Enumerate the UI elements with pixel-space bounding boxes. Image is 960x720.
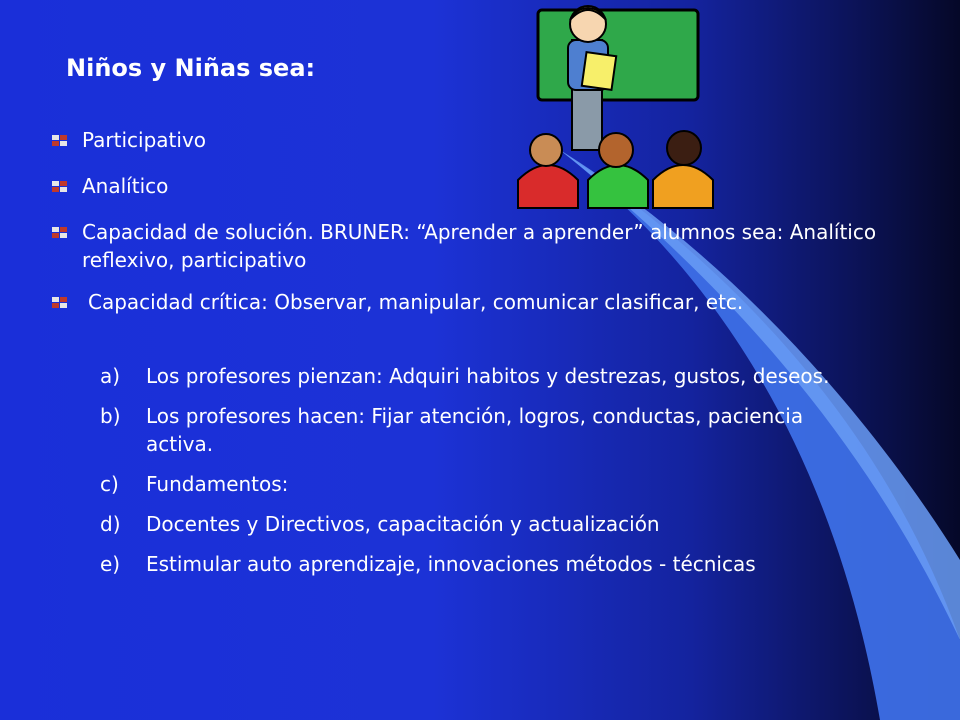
- list-item: [100, 510, 860, 538]
- lettered-list: [100, 362, 860, 590]
- list-item: [100, 402, 860, 458]
- list-item: [100, 362, 860, 390]
- bullet-list: [52, 126, 932, 334]
- list-letter: c): [100, 472, 119, 496]
- bullet-text: Participativo: [82, 128, 207, 152]
- list-text: Fundamentos:: [146, 472, 289, 496]
- list-letter: b): [100, 404, 121, 428]
- list-text: Estimular auto aprendizaje, innovaciones métodos - técnicas: [146, 552, 756, 576]
- bullet-text: Analítico: [82, 174, 169, 198]
- bullet-item: [52, 172, 932, 200]
- list-letter: e): [100, 552, 121, 576]
- list-item: [100, 550, 860, 578]
- slide-title: Niños y Niñas sea:: [66, 54, 316, 82]
- list-text: Docentes y Directivos, capacitación y actualización: [146, 512, 660, 536]
- brick-bullet-icon: [52, 226, 68, 240]
- list-text: Los profesores hacen: Fijar atención, logros, conductas, paciencia activa.: [146, 404, 804, 456]
- list-letter: d): [100, 512, 121, 536]
- list-text: Los profesores pienzan: Adquiri habitos y destrezas, gustos, deseos.: [146, 364, 830, 388]
- list-letter: a): [100, 364, 121, 388]
- bullet-text: Capacidad de solución. BRUNER: “Aprender a aprender” alumnos sea: Analítico reflexivo, participativo: [82, 220, 877, 272]
- brick-bullet-icon: [52, 180, 68, 194]
- brick-bullet-icon: [52, 134, 68, 148]
- bullet-item: [52, 218, 932, 274]
- bullet-text: Capacidad crítica: Observar, manipular, comunicar clasificar, etc.: [88, 290, 744, 314]
- list-item: [100, 470, 860, 498]
- bullet-item: [52, 126, 932, 154]
- brick-bullet-icon: [52, 296, 68, 310]
- bullet-item: [52, 288, 932, 316]
